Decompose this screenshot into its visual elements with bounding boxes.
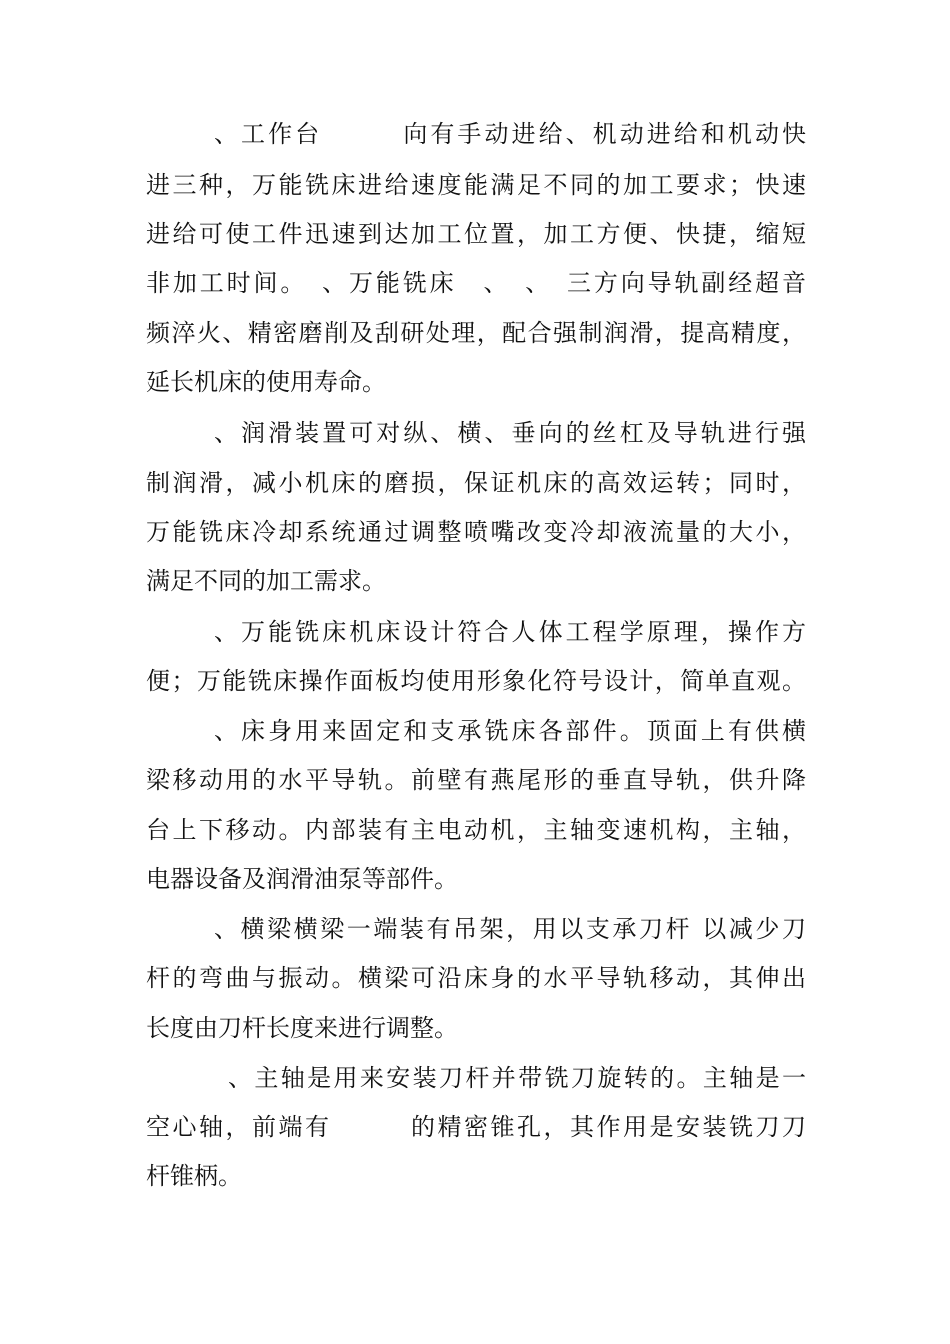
paragraph-1-line-4: 非加工时间。 、万能铣床 、 、 三方向导轨副经超音	[146, 269, 806, 297]
paragraph-6-line-1: 、主轴是用来安装刀杆并带铣刀旋转的。主轴是一	[228, 1064, 806, 1092]
paragraph-1-line-2: 进三种，万能铣床进给速度能满足不同的加工要求；快速	[146, 171, 806, 199]
paragraph-1-line-3: 进给可使工件迅速到达加工位置，加工方便、快捷，缩短	[146, 220, 806, 248]
paragraph-6-line-3: 杆锥柄。	[146, 1162, 242, 1190]
paragraph-1-line-6: 延长机床的使用寿命。	[146, 368, 386, 396]
paragraph-2-line-3: 万能铣床冷却系统通过调整喷嘴改变冷却液流量的大小，	[146, 518, 806, 546]
paragraph-3-line-1: 、万能铣床机床设计符合人体工程学原理，操作方	[214, 618, 806, 646]
paragraph-6-line-2: 空心轴，前端有 的精密锥孔，其作用是安装铣刀刀	[146, 1113, 806, 1141]
paragraph-2-line-4: 满足不同的加工需求。	[146, 567, 386, 595]
paragraph-4-line-1: 、床身用来固定和支承铣床各部件。顶面上有供横	[214, 717, 806, 745]
paragraph-4-line-2: 梁移动用的水平导轨。前壁有燕尾形的垂直导轨，供升降	[146, 766, 806, 794]
paragraph-4-line-3: 台上下移动。内部装有主电动机，主轴变速机构，主轴，	[146, 816, 806, 844]
paragraph-5-line-2: 杆的弯曲与振动。横梁可沿床身的水平导轨移动，其伸出	[146, 964, 806, 992]
paragraph-2-line-1: 、润滑装置可对纵、横、垂向的丝杠及导轨进行强	[214, 419, 806, 447]
paragraph-2-line-2: 制润滑，减小机床的磨损，保证机床的高效运转；同时，	[146, 469, 806, 497]
paragraph-3-line-2: 便；万能铣床操作面板均使用形象化符号设计，简单直观。	[146, 667, 806, 695]
paragraph-1-line-5: 频淬火、精密磨削及刮研处理，配合强制润滑，提高精度，	[146, 319, 806, 347]
paragraph-5-line-3: 长度由刀杆长度来进行调整。	[146, 1014, 458, 1042]
paragraph-1-line-1: 、工作台 向有手动进给、机动进给和机动快	[214, 120, 806, 148]
paragraph-4-line-4: 电器设备及润滑油泵等部件。	[146, 865, 458, 893]
paragraph-5-line-1: 、横梁横梁一端装有吊架，用以支承刀杆 以减少刀	[214, 915, 806, 943]
